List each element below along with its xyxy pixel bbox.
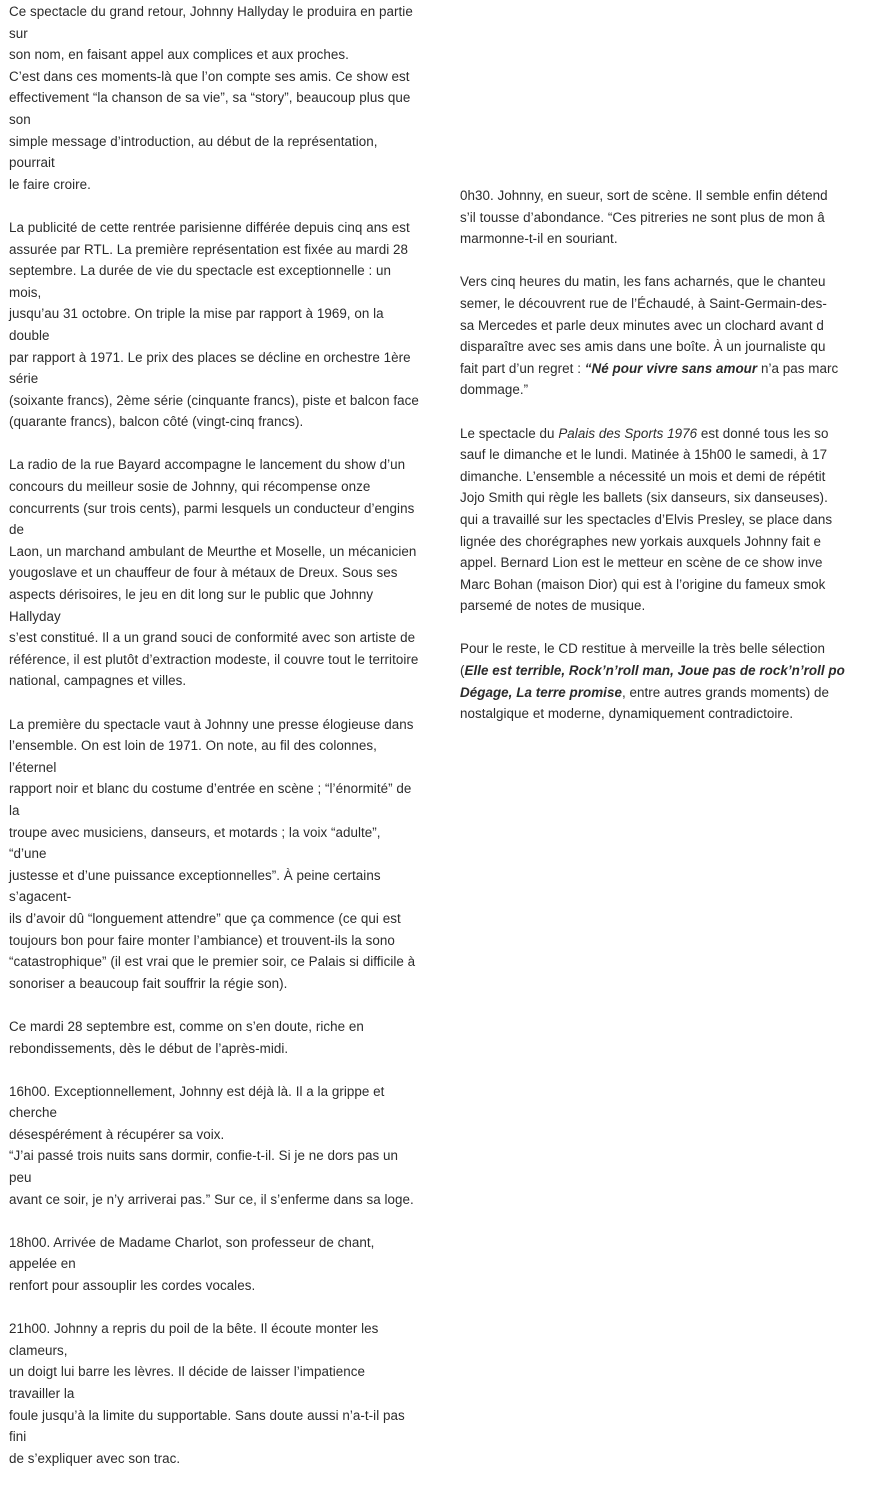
text-line: appel. Bernard Lion est le metteur en scène de ce show inve	[460, 555, 823, 571]
text-line: La radio de la rue Bayard accompagne le lancement du show d’un	[9, 457, 406, 473]
text-line: Jojo Smith qui règle les ballets (six danseurs, six danseuses).	[460, 490, 828, 506]
text-line: rapport noir et blanc du costume d’entrée en scène ; “l’énormité” de la	[9, 781, 412, 818]
text-line: 18h00. Arrivée de Madame Charlot, son professeur de chant, appelée en	[9, 1234, 375, 1272]
text-line: septembre. La durée de vie du spectacle est exceptionnelle : un mois,	[9, 263, 392, 300]
text-line: semer, le découvrent rue de l’Échaudé, à Saint-Germain-des-	[460, 295, 827, 311]
paragraph-publicite	[9, 217, 419, 433]
text-run: , entre autres grands moments) de	[621, 684, 830, 700]
text-line: yougoslave et un chauffeur de four à métaux de Dreux. Sous ses	[9, 565, 398, 581]
text-line: désespérément à récupérer sa voix.	[9, 1126, 225, 1142]
text-line: qui a travaillé sur les spectacles d’Elvis Presley, se place dans	[460, 511, 833, 527]
text-line: renfort pour assouplir les cordes vocales.	[9, 1278, 256, 1294]
text-line: disparaître avec ses amis dans une boîte. À un journaliste qu	[460, 339, 826, 355]
text-line: un doigt lui barre les lèvres. Il décide de laisser l’impatience travailler la	[9, 1364, 365, 1401]
text-line: de s’expliquer avec son trac.	[9, 1450, 181, 1466]
right-text-column	[460, 185, 880, 746]
paragraph-pour-le-reste	[460, 638, 880, 724]
paragraph-spectacle-palais	[460, 423, 880, 617]
text-line: C’est dans ces moments-là que l’on compte ses amis. Ce show est	[9, 68, 410, 84]
text-line: Pour le reste, le CD restitue à merveille la très belle sélection	[460, 641, 825, 657]
text-run: est donné tous les so	[697, 425, 829, 441]
text-run: fait part d’un regret :	[460, 360, 585, 376]
text-line: (quarante francs), balcon côté (vingt-cinq francs).	[9, 414, 304, 430]
text-line: avant ce soir, je n’y arriverai pas.” Sur ce, il s’enferme dans sa loge.	[9, 1191, 414, 1207]
text-line: jusqu’au 31 octobre. On triple la mise par rapport à 1969, on la double	[9, 306, 384, 343]
paragraph-grand-retour	[9, 1, 419, 195]
text-line: dimanche. L’ensemble a nécessité un mois et demi de répétit	[460, 468, 826, 484]
text-line: toujours bon pour faire monter l’ambiance) et trouvent-ils la sono	[9, 932, 395, 948]
paragraph-16h00	[9, 1081, 419, 1211]
text-line: Vers cinq heures du matin, les fans acharnés, que le chanteu	[460, 274, 826, 290]
text-line: “catastrophique” (il est vrai que le premier soir, ce Palais si difficile à	[9, 954, 416, 970]
text-line: s’est constitué. Il a un grand souci de conformité avec son artiste de	[9, 630, 416, 646]
text-line: sauf le dimanche et le lundi. Matinée à 15h00 le samedi, à 17	[460, 447, 828, 463]
text-line: La publicité de cette rentrée parisienne différée depuis cinq ans est	[9, 219, 410, 235]
paragraph-premiere-presse	[9, 714, 419, 995]
text-line: l’ensemble. On est loin de 1971. On note, au fil des colonnes, l’éternel	[9, 738, 377, 775]
text-line: son nom, en faisant appel aux complices et aux proches.	[9, 47, 349, 63]
text-line: sonoriser a beaucoup fait souffrir la régie son).	[9, 975, 288, 991]
text-line: nostalgique et moderne, dynamiquement contradictoire.	[460, 706, 794, 722]
text-line: lignée des chorégraphes new yorkais auxquels Johnny fait e	[460, 533, 821, 549]
paragraph-21h00	[9, 1318, 419, 1469]
text-line: national, campagnes et villes.	[9, 673, 187, 689]
text-line: Ce spectacle du grand retour, Johnny Hallyday le produira en partie sur	[9, 4, 413, 41]
paragraph-18h00	[9, 1232, 419, 1297]
text-line	[460, 358, 880, 380]
text-line	[460, 682, 880, 704]
text-line: assurée par RTL. La première représentation est fixée au mardi 28	[9, 241, 408, 257]
text-line: Ce mardi 28 septembre est, comme on s’en doute, riche en	[9, 1018, 364, 1034]
text-line: concours du meilleur sosie de Johnny, qui récompense onze	[9, 479, 371, 495]
text-line: marmonne-t-il en souriant.	[460, 231, 618, 247]
text-line: 0h30. Johnny, en sueur, sort de scène. Il semble enfin détend	[460, 188, 828, 203]
text-line: référence, il est plutôt d’extraction modeste, il couvre tout le territoire	[9, 651, 419, 667]
text-line: foule jusqu’à la limite du supportable. Sans doute aussi n’a-t-il pas fini	[9, 1407, 405, 1445]
text-line: ils d’avoir dû “longuement attendre” que ça commence (ce qui est	[9, 910, 401, 926]
text-line	[460, 423, 880, 445]
paragraph-0h30	[460, 185, 880, 250]
text-run: Le spectacle du	[460, 425, 559, 441]
paragraph-radio-concours	[9, 454, 419, 692]
text-run: (	[460, 663, 465, 679]
song-list-emphasis: Dégage, La terre promise	[460, 684, 622, 700]
song-title-emphasis: “Né pour vivre sans amour	[584, 360, 758, 376]
text-line: Laon, un marchand ambulant de Meurthe et Moselle, un mécanicien	[9, 543, 417, 559]
text-line: sa Mercedes et parle deux minutes avec un clochard avant d	[460, 317, 824, 333]
text-line	[460, 660, 880, 682]
song-list-emphasis: Elle est terrible, Rock’n’roll man, Joue pas de rock’n’roll po	[464, 663, 845, 679]
text-line: le faire croire.	[9, 176, 91, 192]
text-line: 21h00. Johnny a repris du poil de la bête. Il écoute monter les clameurs,	[9, 1321, 379, 1358]
text-run: n’a pas marc	[757, 360, 839, 376]
text-line: par rapport à 1971. Le prix des places se décline en orchestre 1ère série	[9, 349, 411, 387]
text-line: effectivement “la chanson de sa vie”, sa “story”, beaucoup plus que son	[9, 90, 411, 127]
text-line: troupe avec musiciens, danseurs, et motards ; la voix “adulte”, “d’une	[9, 824, 381, 862]
text-line: justesse et d’une puissance exceptionnelles”. À peine certains s’agacent-	[9, 867, 381, 905]
text-line: (soixante francs), 2ème série (cinquante francs), piste et balcon face	[9, 392, 419, 408]
paragraph-mardi-28	[9, 1016, 419, 1059]
paragraph-cinq-heures	[460, 271, 880, 401]
text-line: 16h00. Exceptionnellement, Johnny est déjà là. Il a la grippe et cherche	[9, 1083, 385, 1121]
text-line: Marc Bohan (maison Dior) qui est à l’origine du fameux smok	[460, 576, 826, 592]
text-line: concurrents (sur trois cents), parmi lesquels un conducteur d’engins de	[9, 500, 415, 538]
text-line: rebondissements, dès le début de l’après-midi.	[9, 1040, 289, 1056]
text-line: s’il tousse d’abondance. “Ces pitreries ne sont plus de mon â	[460, 209, 825, 225]
text-line: “J’ai passé trois nuits sans dormir, confie-t-il. Si je ne dors pas un peu	[9, 1148, 399, 1186]
text-line: aspects dérisoires, le jeu en dit long sur le public que Johnny Hallyday	[9, 587, 374, 624]
text-line: parsemé de notes de musique.	[460, 598, 646, 614]
left-text-column	[9, 1, 419, 1491]
text-line: simple message d’introduction, au début de la représentation, pourrait	[9, 133, 378, 171]
text-line: La première du spectacle vaut à Johnny une presse élogieuse dans	[9, 716, 414, 732]
text-line: dommage.”	[460, 382, 529, 398]
show-title-emphasis: Palais des Sports 1976	[558, 425, 698, 441]
